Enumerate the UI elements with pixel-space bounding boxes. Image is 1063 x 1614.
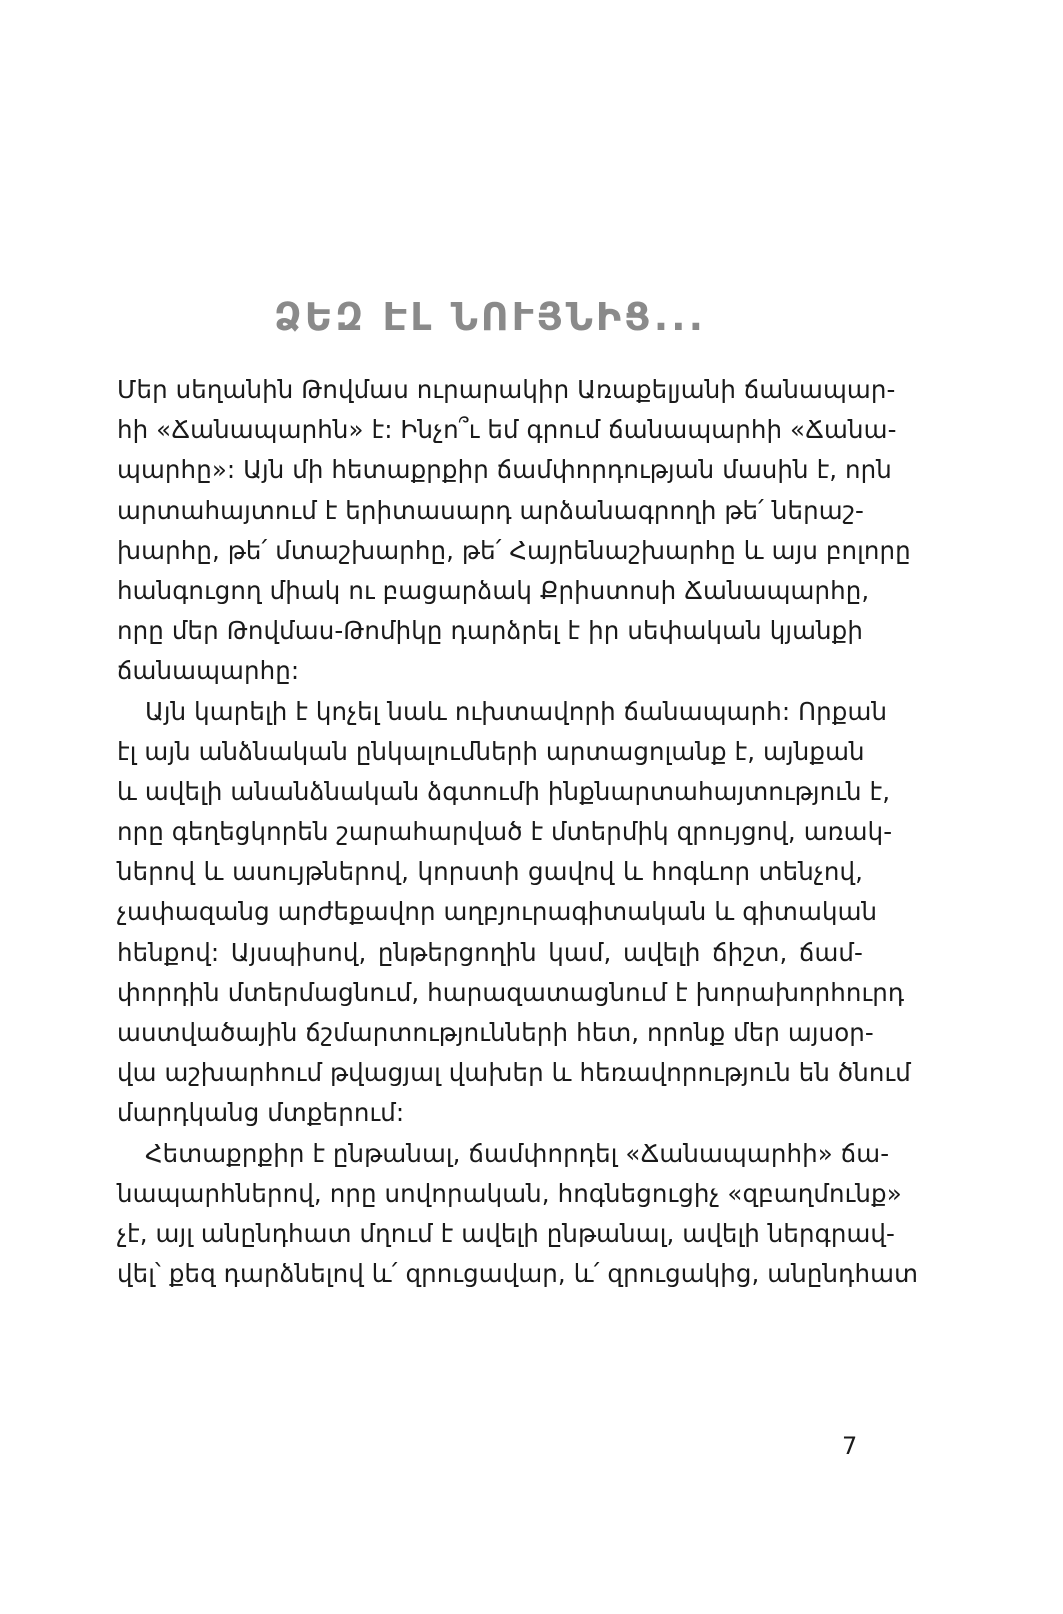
text-line: ներով և ասույթներով, կորստի ցավով և հոգևոր տենչով, (117, 857, 863, 887)
text-line: որը գեղեցկորեն շարահարված է մտերմիկ զրույցով, առակ- (117, 817, 893, 847)
text-line: վա աշխարհում թվացյալ վախեր և հեռավորություն են ծնում (117, 1058, 911, 1088)
chapter-title: ՁԵԶ ԷԼ ՆՈՒՅՆԻՑ... (273, 295, 707, 340)
text-line: որը մեր Թովմաս-Թոմիկը դարձրել է իր սեփական կյանքի (117, 616, 863, 646)
text-line: պարհը»: Այն մի հետաքրքիր ճամփորդության մասին է, որն (117, 455, 892, 485)
text-line: Այն կարելի է կոչել նաև ուխտավորի ճանապարհ: Որքան (145, 696, 888, 726)
text-line: Մեր սեղանին Թովմաս ուրարակիր Առաքելյանի ճանապար- (117, 375, 896, 404)
paragraph-2 (117, 692, 911, 1134)
text-line: հանգուցող միակ ու բացարձակ Քրիստոսի Ճանապարհը, (117, 575, 870, 605)
text-line: մարդկանց մտքերում: (117, 1098, 405, 1128)
text-line: և ավելի անանձնական ձգտումի ինքնարտահայտություն է, (117, 776, 891, 806)
text-line: Հետաքրքիր է ընթանալ, ճամփորդել «Ճանապարհի» ճա- (145, 1138, 890, 1168)
text-line: նապարհներով, որը սովորական, հոգնեցուցիչ «զբաղմունք» (117, 1178, 902, 1208)
text-line: փորդին մտերմացնում, հարազատացնում է խորախորհուրդ (117, 977, 905, 1007)
page-number: 7 (842, 1432, 858, 1460)
text-line: ճանապարհը: (117, 656, 300, 686)
text-line: աստվածային ճշմարտությունների հետ, որոնք մեր այսօր- (117, 1018, 874, 1047)
text-line: չէ, այլ անընդհատ մղում է ավելի ընթանալ, ավելի ներգրավ- (117, 1218, 895, 1248)
text-line: էլ այն անձնական ընկալումների արտացոլանք է, այնքան (117, 736, 865, 766)
text-line: հի «Ճանապարհն» է: Ինչո՞ւ եմ գրում ճանապարհի «Ճանա- (117, 415, 897, 445)
text-line: խարհը, թե՛ մտաշխարհը, թե՛ Հայրենաշխարհը և այս բոլորը (117, 535, 911, 565)
text-line: հենքով: Այսպիսով, ընթերցողին կամ, ավելի ճիշտ, ճամ- (117, 937, 863, 967)
text-line: արտահայտում է երիտասարդ արձանագրողի թե՛ ներաշ- (117, 495, 864, 525)
paragraph-1 (117, 370, 911, 692)
text-line: չափազանց արժեքավոր աղբյուրագիտական և գիտական (117, 897, 878, 927)
paragraph-3 (117, 1134, 919, 1295)
text-line: վել՝ քեզ դարձնելով և՛ զրուցավար, և՛ զրուցակից, անընդհատ (117, 1259, 919, 1289)
body-text (117, 370, 919, 1294)
